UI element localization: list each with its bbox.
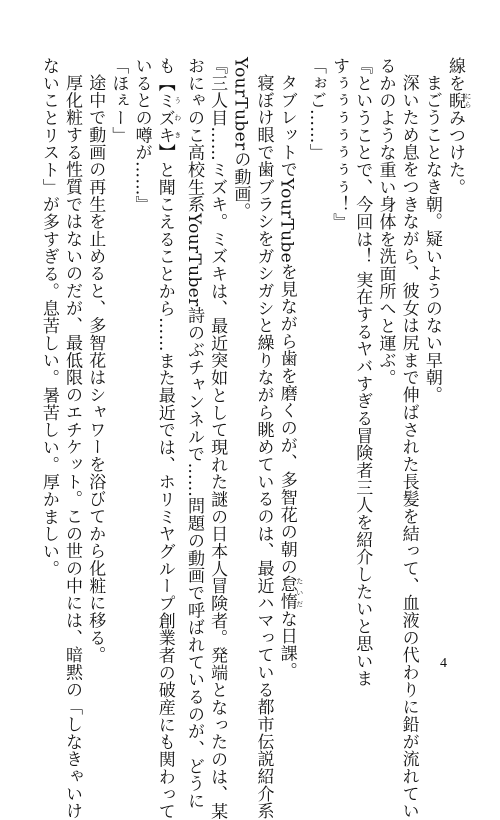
text-line (153, 57, 182, 820)
text-line (83, 57, 106, 664)
text-segment: 『三人目……ミズキ。ミズキは、最近突如として現れた謎の日本人冒険者。発端となったのは、某 (207, 57, 228, 820)
text-segment: すぅぅぅぅぅぅぅ！』 (329, 57, 350, 231)
text-segment: 厚化粧する性質ではないのだが、最低限のエチケット。この世の中には、暗黙の「しなきゃいけ (62, 74, 82, 820)
text-segment: ないことリスト」が多すぎる。息苦しい。暑苦しい。厚かましい。 (38, 57, 59, 578)
text-line (252, 57, 275, 820)
text-segment: まごうことなき朝。疑いようのない早朝。 (421, 74, 442, 404)
page-number: 4 (440, 656, 447, 671)
text-segment: も【 (154, 57, 175, 92)
text-line (182, 57, 205, 810)
text-line (228, 57, 251, 637)
ruby-reading: にら (464, 91, 472, 110)
ruby-base: 睨 (445, 91, 465, 110)
text-segment: 『ということで、今回は！ 実在するヤバすぎる冒険者三人を紹介したいと思いま (352, 57, 373, 687)
text-segment: みつけた。 (445, 109, 465, 196)
text-segment: るかのような重い身体を洗面所へと運ぶ。 (375, 57, 396, 387)
ruby-annotation (445, 91, 472, 110)
text-line (397, 57, 420, 820)
vertical-text-block (38, 57, 472, 820)
text-segment: な日課。 (276, 609, 297, 680)
text-segment: YourTuberの動画。 (230, 57, 251, 220)
ruby-annotation (154, 91, 182, 144)
text-line (327, 57, 350, 637)
text-segment: 寝ぼけ眼で歯ブラシをガシガシと繰りながら眺めているのは、最近ハマっている都市伝説紹介系 (253, 74, 274, 820)
ruby-reading: うわき (173, 91, 182, 144)
text-segment: 「ぉご……」 (305, 57, 326, 162)
text-segment: いるとの噂が……』 (131, 57, 152, 214)
text-line (275, 57, 304, 680)
text-segment: 深いため息をつきながら、彼女は尻まで伸ばされた長髪を結って、血液の代わりに鉛が流れてい (398, 74, 419, 820)
text-segment: おにゃのこ高校生系YourTuber詩のぶチャンネルで……問題の動画で呼ばれているのが、どうに (183, 57, 204, 810)
ruby-base: 怠惰 (276, 575, 297, 610)
text-line (60, 57, 83, 820)
ruby-reading: たいだ (295, 575, 304, 610)
text-line (130, 57, 153, 637)
text-line (304, 57, 327, 637)
text-line (350, 57, 373, 687)
text-segment: 途中で動画の再生を止めると、多智花はシャワーを浴びてから化粧に移る。 (85, 74, 106, 664)
text-line (205, 57, 228, 820)
text-segment: タブレットでYourTubeを見ながら歯を磨くのが、多智花の朝の (276, 74, 297, 576)
text-line (374, 57, 397, 637)
ruby-base: ミズキ (154, 91, 175, 144)
text-line (106, 57, 129, 637)
text-segment: 線を (445, 57, 465, 92)
text-line (420, 57, 443, 637)
text-line (37, 57, 60, 637)
text-line (443, 57, 472, 637)
text-segment: 「ほぇー」 (108, 57, 129, 144)
text-segment: 】と聞こえることから……また最近では、ホリミヤグループ創業者の破産にも関わって (154, 143, 175, 820)
ruby-annotation (276, 575, 304, 610)
